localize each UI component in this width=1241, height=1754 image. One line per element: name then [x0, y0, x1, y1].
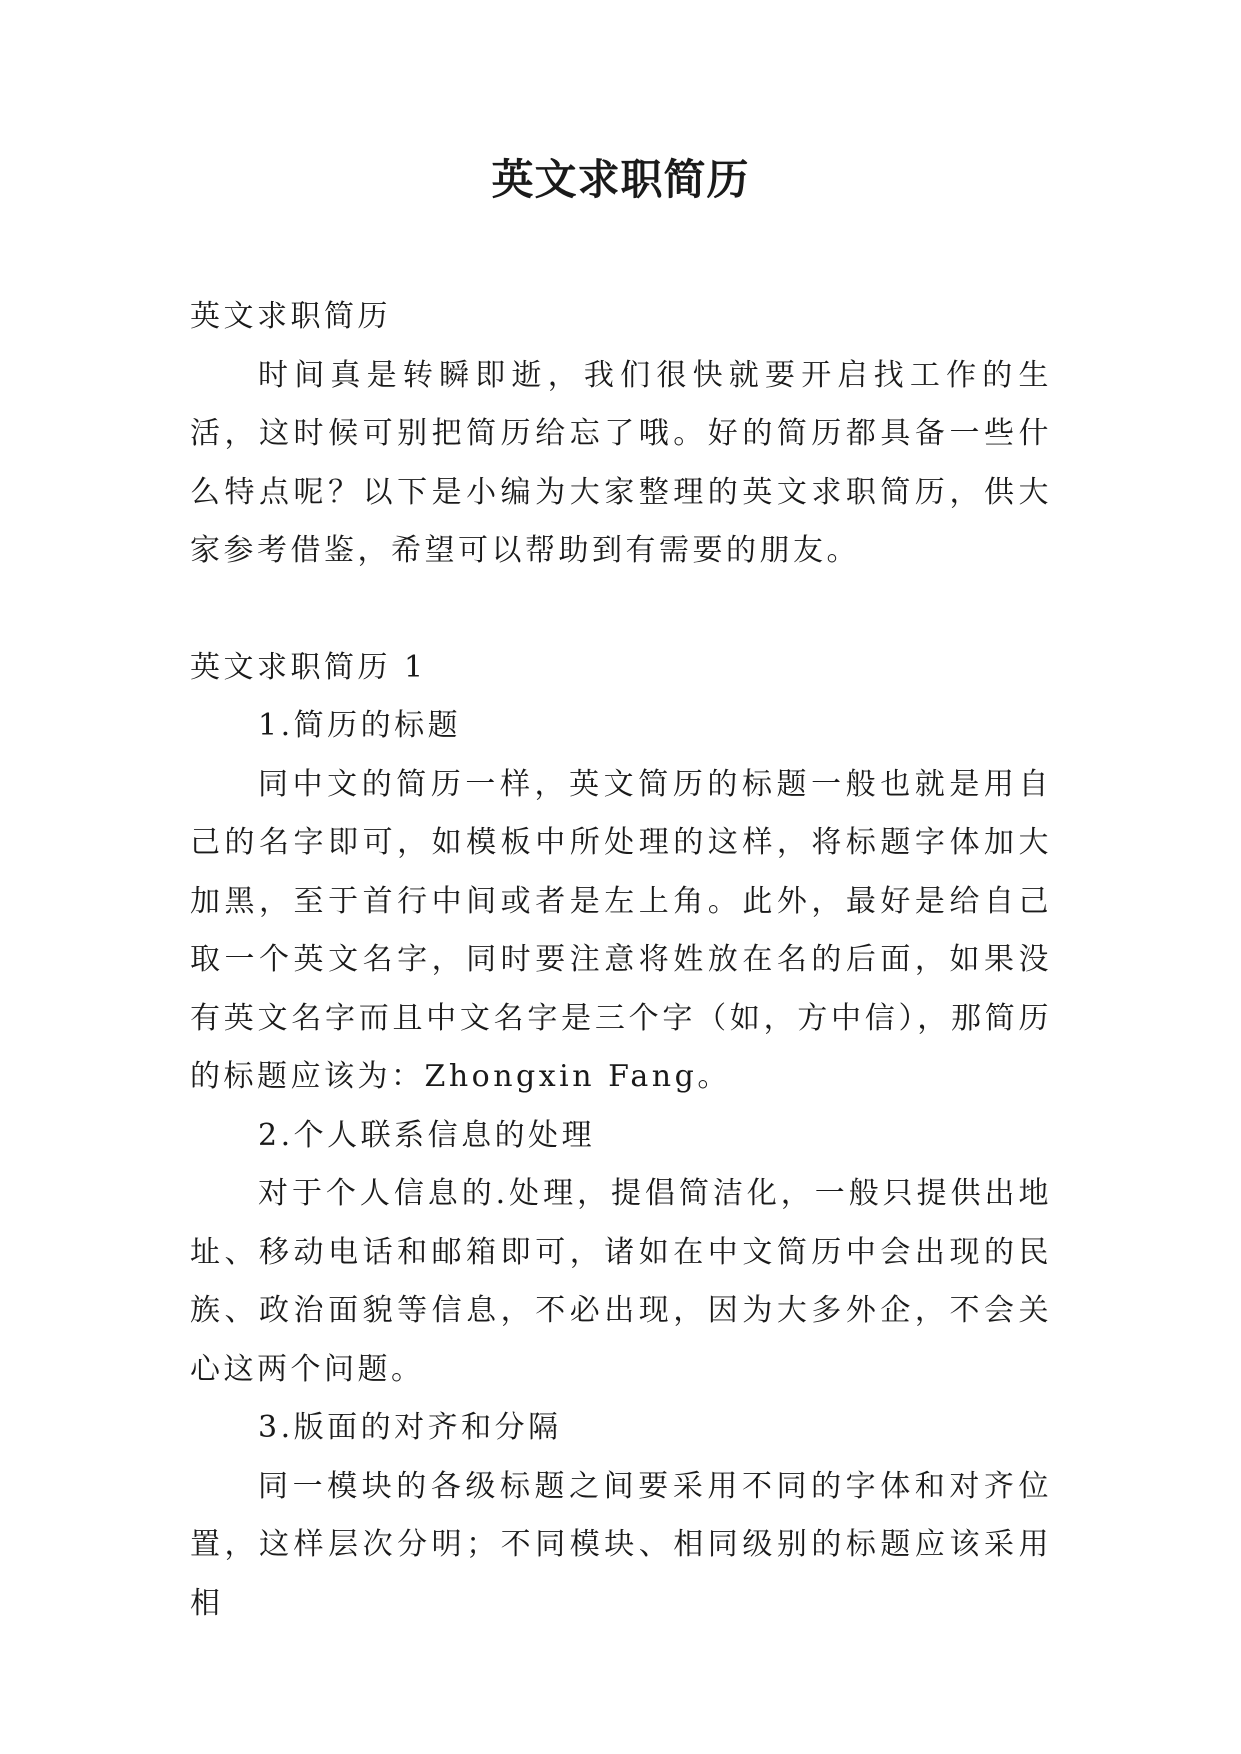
item-heading-layout: 3.版面的对齐和分隔	[258, 1410, 562, 1445]
intro-paragraph: 时间真是转瞬即逝，我们很快就要开启找工作的生活，这时候可别把简历给忘了哦。好的简历都具备一些什么特点呢？以下是小编为大家整理的英文求职简历，供大家参考借鉴，希望可以帮助到有需要的朋友。	[190, 357, 1052, 568]
item-body-layout: 同一模块的各级标题之间要采用不同的字体和对齐位置，这样层次分明；不同模块、相同级别的标题应该采用相	[190, 1468, 1052, 1621]
item-heading-contact: 2.个人联系信息的处理	[258, 1117, 596, 1153]
item-heading-title: 1.简历的标题	[258, 708, 462, 743]
item-body-contact: 对于个人信息的.处理，提倡简洁化，一般只提供出地址、移动电话和邮箱即可，诸如在中文简历中会出现的民族、政治面貌等信息，不必出现，因为大多外企，不会关心这两个问题。	[190, 1176, 1052, 1387]
paragraph-spacer	[190, 581, 1052, 639]
intro-heading: 英文求职简历	[190, 299, 391, 334]
item-body-title: 同中文的简历一样，英文简历的标题一般也就是用自己的名字即可，如模板中所处理的这样，将标题字体加大加黑，至于首行中间或者是左上角。此外，最好是给自己取一个英文名字，同时要注意将姓放在名的后面，如果没有英文名字而且中文名字是三个字（如，方中信），那简历的标题应该为：Zhongxin Fang。	[190, 766, 1052, 1094]
document-title: 英文求职简历	[491, 155, 750, 204]
section-heading: 英文求职简历 1	[190, 649, 427, 685]
document-body	[190, 288, 1052, 1633]
